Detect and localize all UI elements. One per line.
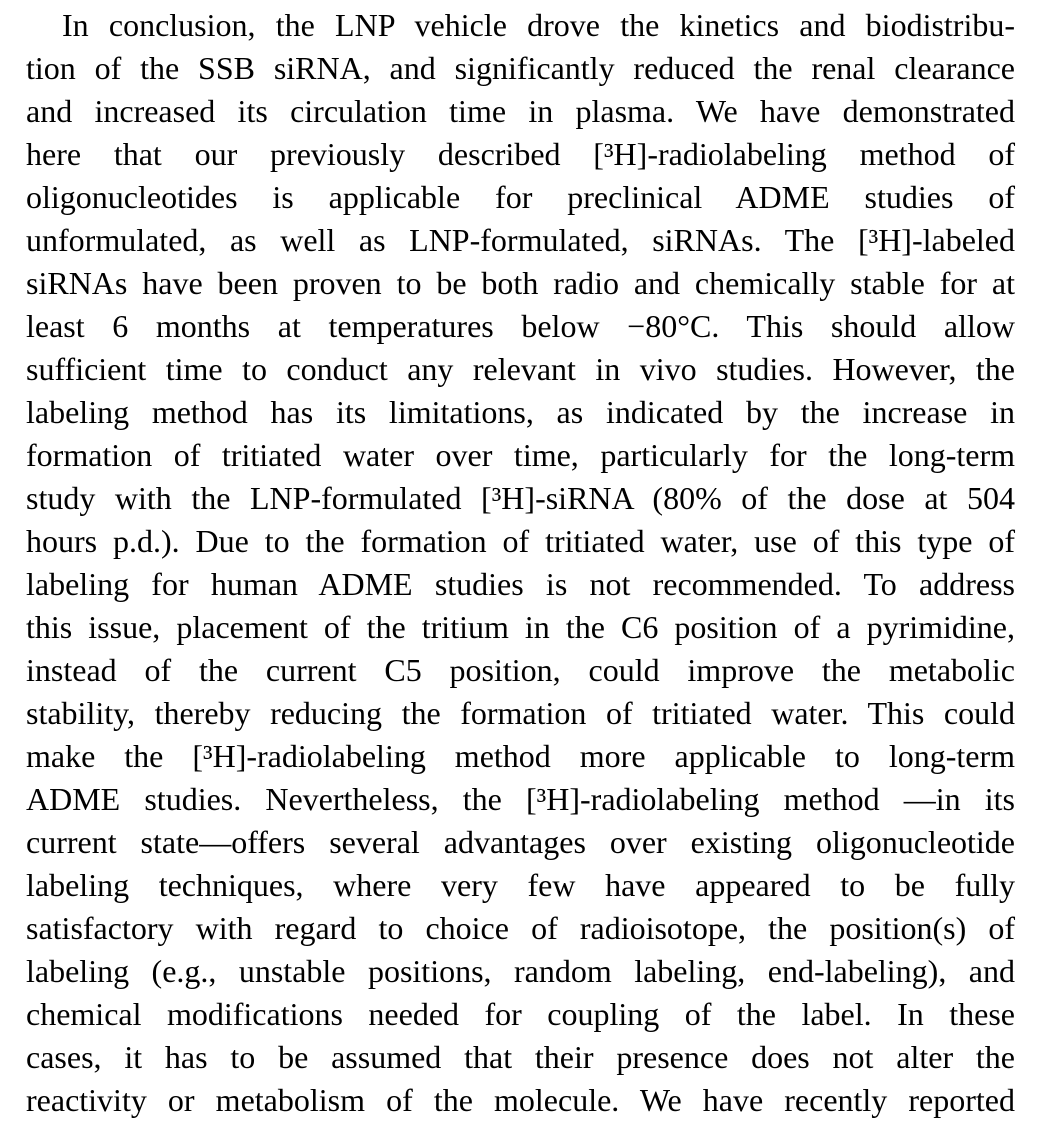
text-line: make the [³H]-radiolabeling method more applicable to long-term [26,738,1015,774]
text-line: reactivity or metabolism of the molecule. We have recently reported [26,1082,1015,1118]
text-line: and increased its circulation time in plasma. We have demonstrated [26,93,1015,129]
text-line: study with the LNP-formulated [³H]-siRNA (80% of the dose at 504 [26,480,1015,516]
text-line: hours p.d.). Due to the formation of tritiated water, use of this type of [26,523,1015,559]
text-line: cases, it has to be assumed that their presence does not alter the [26,1039,1015,1075]
text-line: instead of the current C5 position, could improve the metabolic [26,652,1015,688]
text-line: oligonucleotides is applicable for preclinical ADME studies of [26,179,1015,215]
text-line: labeling method has its limitations, as indicated by the increase in [26,394,1015,430]
text-line: tion of the SSB siRNA, and significantly reduced the renal clearance [26,50,1015,86]
text-line: sufficient time to conduct any relevant in vivo studies. However, the [26,351,1015,387]
text-line: labeling for human ADME studies is not recommended. To address [26,566,1015,602]
text-line: this issue, placement of the tritium in the C6 position of a pyrimidine, [26,609,1015,645]
paragraph-conclusion [26,4,1015,1122]
text-line: unformulated, as well as LNP-formulated, siRNAs. The [³H]-labeled [26,222,1015,258]
text-line: ADME studies. Nevertheless, the [³H]-radiolabeling method —in its [26,781,1015,817]
text-line: satisfactory with regard to choice of radioisotope, the position(s) of [26,910,1015,946]
text-line: stability, thereby reducing the formation of tritiated water. This could [26,695,1015,731]
text-line: labeling (e.g., unstable positions, random labeling, end-labeling), and [26,953,1015,989]
text-line: labeling techniques, where very few have appeared to be fully [26,867,1015,903]
text-line: formation of tritiated water over time, particularly for the long-term [26,437,1015,473]
text-line: current state—offers several advantages over existing oligonucleotide [26,824,1015,860]
text-line: here that our previously described [³H]-radiolabeling method of [26,136,1015,172]
text-line: chemical modifications needed for coupling of the label. In these [26,996,1015,1032]
text-line: least 6 months at temperatures below −80°C. This should allow [26,308,1015,344]
text-line: siRNAs have been proven to be both radio and chemically stable for at [26,265,1015,301]
text-line: In conclusion, the LNP vehicle drove the kinetics and biodistribu- [62,7,1015,43]
